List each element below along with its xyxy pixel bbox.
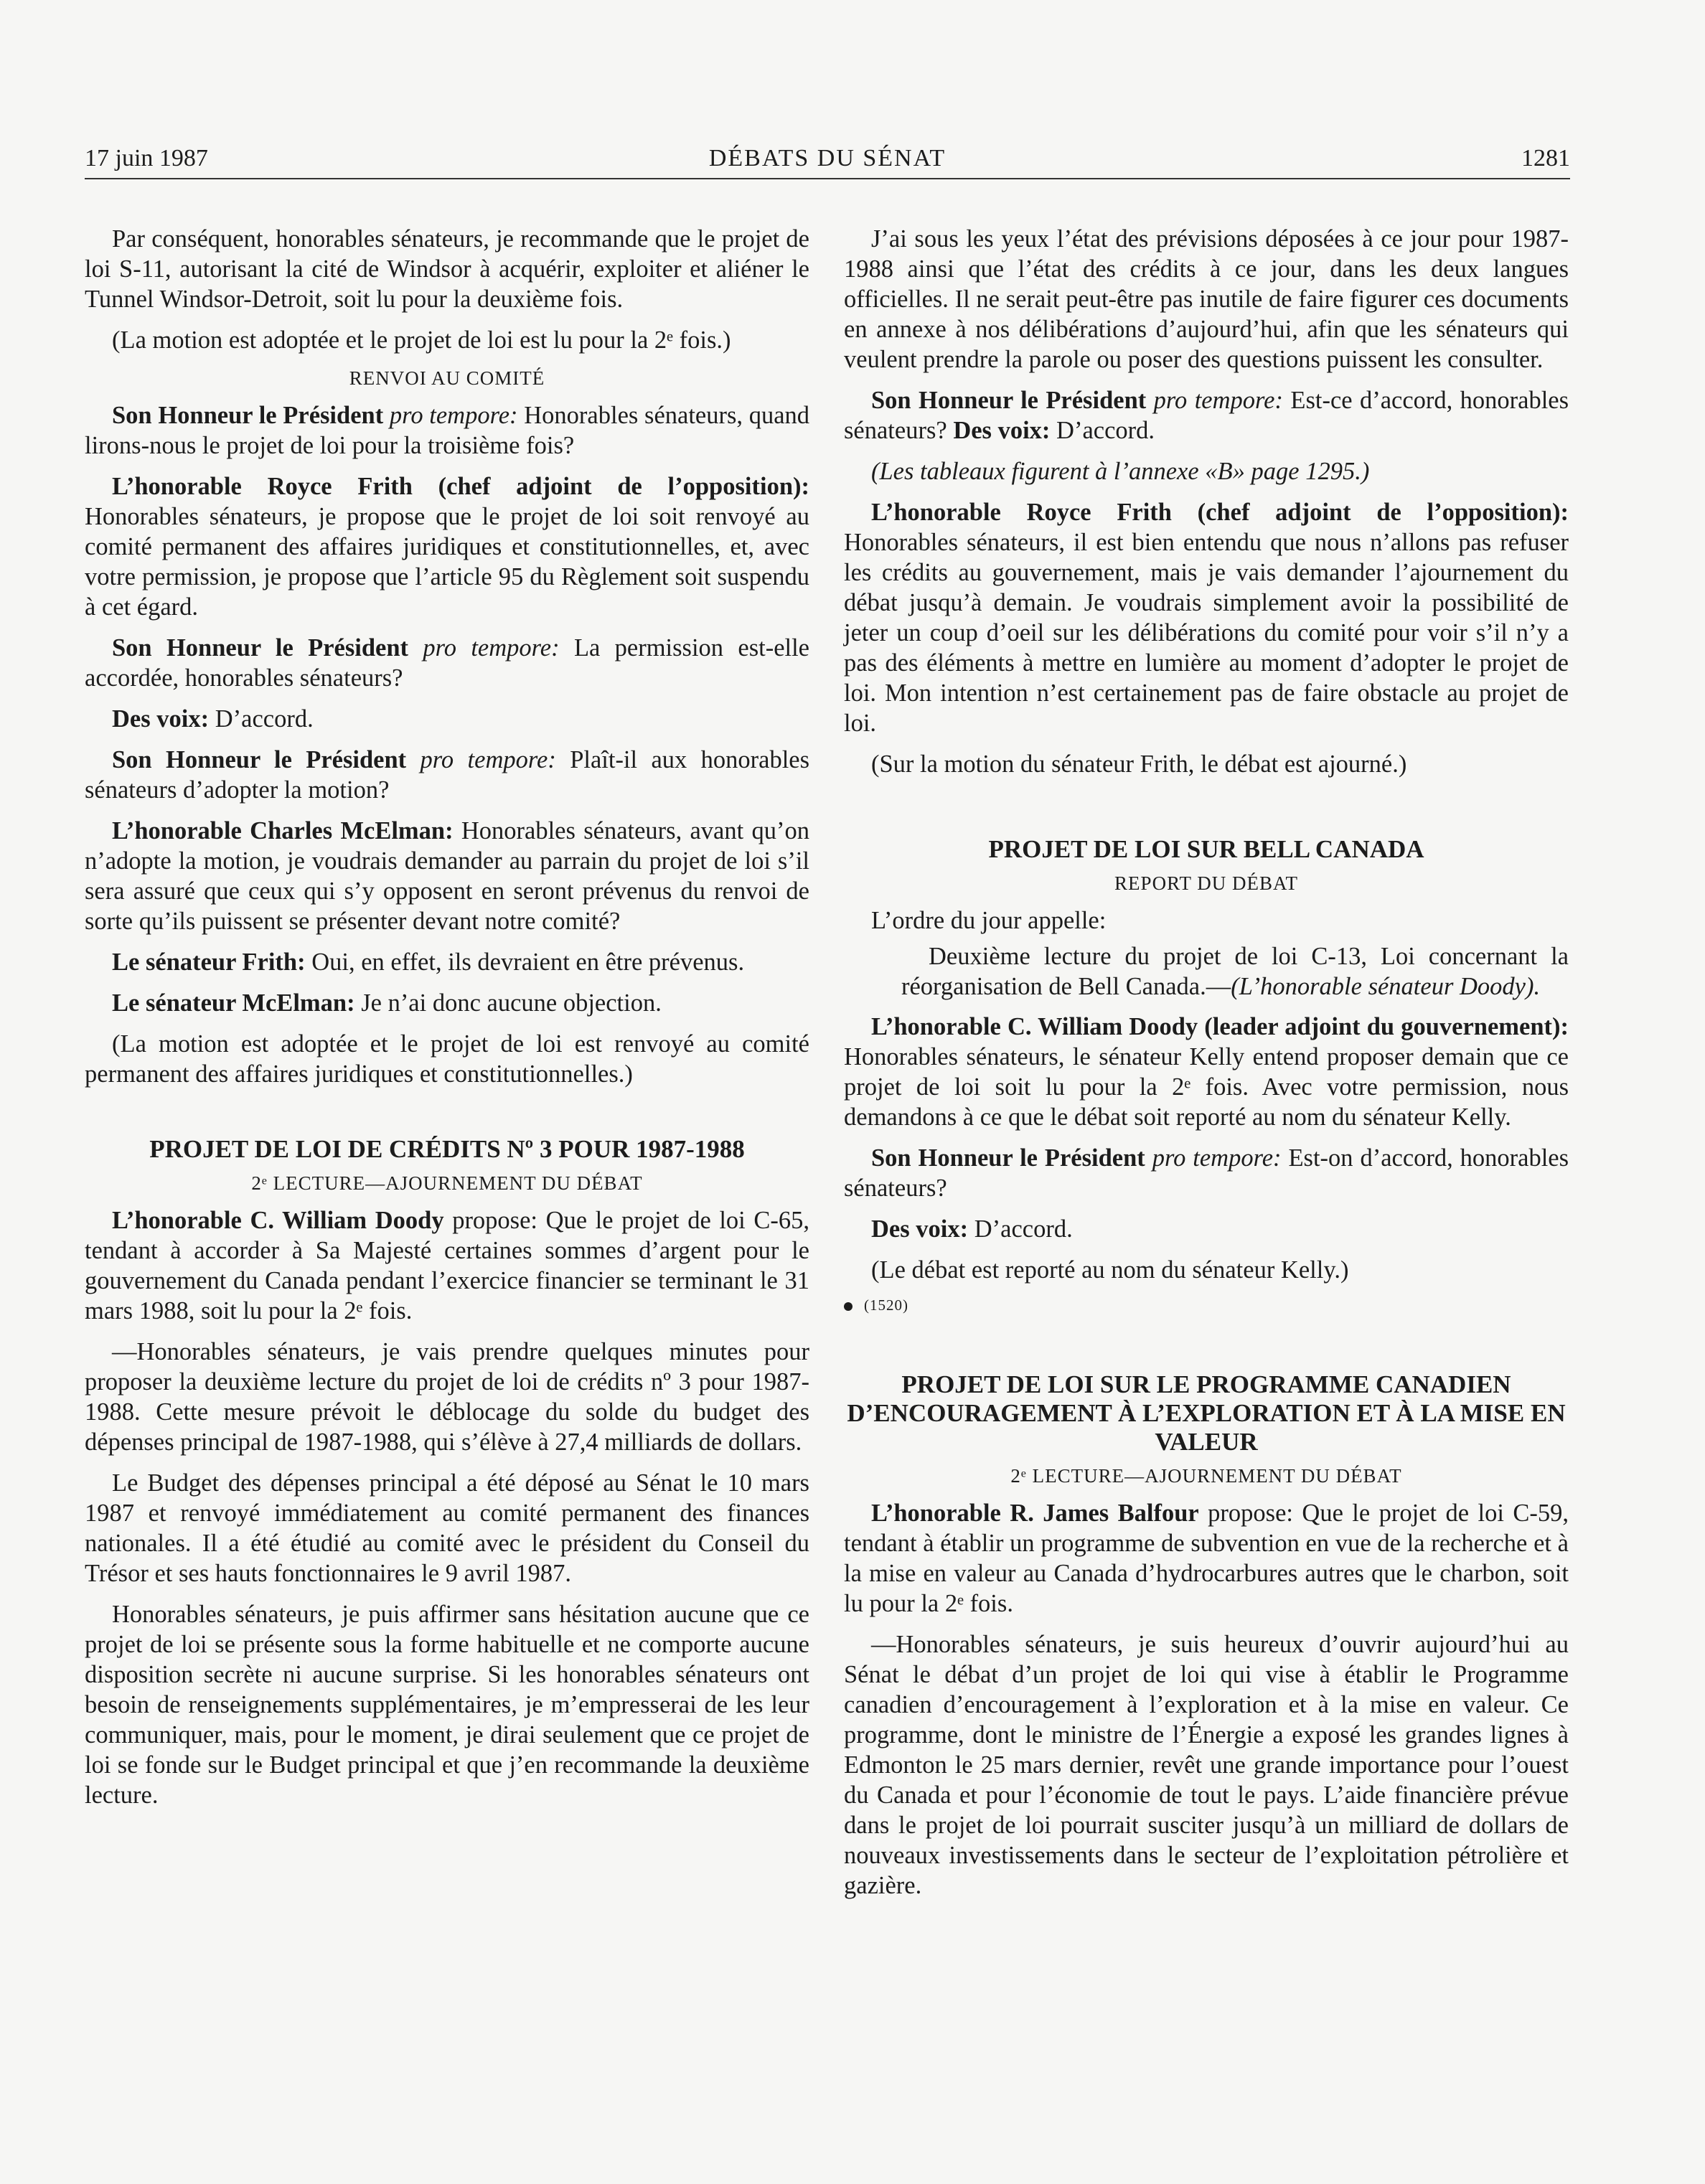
speech: [844, 385, 1569, 446]
speaker-role: pro tempore:: [423, 634, 560, 662]
speech: [85, 471, 809, 622]
speech-text: propose: Que le projet de loi C-65, tendant à accorder à Sa Majesté certaines sommes d’argent pour le gouvernement du Canada pendant l’exercice financier se terminant le 31 mars 1988, soit lu pour la 2ᵉ fois.: [85, 1207, 809, 1324]
speech-text: La permission est-elle accordée, honorables sénateurs?: [85, 634, 809, 692]
right-column: [844, 224, 1569, 1911]
section-heading: PROJET DE LOI SUR LE PROGRAMME CANADIEN D’ENCOURAGEMENT À L’EXPLORATION ET À LA MISE EN VALEUR: [847, 1370, 1566, 1456]
running-head: [85, 143, 1570, 179]
speech: [85, 633, 809, 693]
speech-text: Honorables sénateurs, le sénateur Kelly entend proposer demain que ce projet de loi soit lu pour la 2ᵉ fois. Avec votre permission, nous demandons à ce que le débat soit reporté au nom du sénateur Kelly.: [844, 1043, 1569, 1131]
page-number: 1281: [1521, 145, 1570, 171]
quote: [844, 941, 1569, 1002]
paragraph: (Les tableaux figurent à l’annexe «B» page 1295.): [871, 458, 1370, 485]
speaker: L’honorable C. William Doody (leader adjoint du gouvernement):: [871, 1013, 1569, 1040]
speech-text: D’accord.: [1056, 417, 1155, 444]
speech-text: Honorables sénateurs, avant qu’on n’adopte la motion, je voudrais demander au parrain du projet de loi s’il sera assuré que ceux qui s’y opposent en seront prévenus du renvoi de sorte qu’ils puissent se présenter devant notre comité?: [85, 817, 809, 935]
speech: [844, 497, 1569, 738]
speech-text: Plaît-il aux honorables sénateurs d’adopter la motion?: [85, 746, 810, 804]
paragraph: (Le débat est reporté au nom du sénateur Kelly.): [871, 1256, 1349, 1284]
speaker-role: pro tempore:: [389, 402, 518, 429]
paragraph: Honorables sénateurs, je puis affirmer sans hésitation aucune que ce projet de loi se présente sous la forme habituelle et ne comporte aucune disposition secrète ni aucune surprise. Si les honorables sénateurs ont besoin de renseignements supplémentaires, je m’empresserai de les leur communiquer, mais, pour le moment, je dirai seulement que ce projet de loi se fonde sur le Budget principal et que j’en recommande la deuxième lecture.: [85, 1601, 809, 1809]
paragraph: —Honorables sénateurs, je suis heureux d’ouvrir aujourd’hui au Sénat le débat d’un projet de loi qui vise à établir le Programme canadien d’encouragement à l’exploration et à la mise en valeur. Ce programme, dont le ministre de l’Énergie a exposé les grandes lignes à Edmonton le 25 mars dernier, revêt une grande importance pour l’ouest du Canada et pour l’économie de tout le pays. L’aide financière prévue dans le projet de loi pourrait susciter jusqu’à un milliard de dollars de nouveaux investissements dans le secteur de l’exploitation pétrolière et gazière.: [844, 1631, 1569, 1899]
speaker: L’honorable R. James Balfour: [871, 1500, 1199, 1527]
speech: [85, 745, 809, 805]
speech-text: Honorables sénateurs, il est bien entendu que nous n’allons pas refuser les crédits au gouvernement, mais je vais demander l’ajournement du débat jusqu’à demain. Je voudrais simplement avoir la possibilité de jeter un coup d’oeil sur les délibérations du comité pour voir s’il n’y a pas des éléments à mettre en lumière au moment d’adopter le projet de loi. Mon intention n’est certainement pas de faire obstacle au projet de loi.: [844, 529, 1569, 737]
speech: [85, 1205, 809, 1326]
bullet-icon: [844, 1302, 852, 1311]
header-title: DÉBATS DU SÉNAT: [708, 145, 947, 171]
speech-text: Honorables sénateurs, je propose que le projet de loi soit renvoyé au comité permanent des affaires juridiques et constitutionnelles, et, avec votre permission, je propose que l’article 95 du Règlement soit suspendu à cet égard.: [85, 503, 809, 621]
speaker: L’honorable Royce Frith (chef adjoint de l’opposition):: [871, 499, 1569, 526]
speech: [844, 1498, 1569, 1619]
speech: [844, 1012, 1569, 1132]
speaker-role: pro tempore:: [1152, 1144, 1282, 1172]
speech: [844, 1214, 1569, 1244]
speech-text: propose: Que le projet de loi C-59, tendant à établir un programme de subvention en vue de la recherche et à la mise en valeur au Canada d’hydrocarbures autres que le charbon, soit lu pour la 2ᵉ fois.: [844, 1500, 1569, 1617]
speech-text: D’accord.: [215, 705, 314, 733]
speaker: Son Honneur le Président: [112, 634, 409, 662]
quote-text: Deuxième lecture du projet de loi C-13, Loi concernant la réorganisation de Bell Canada.—: [901, 943, 1569, 1000]
quote-attribution: (L’honorable sénateur Doody).: [1231, 973, 1541, 1000]
subheading: REPORT DU DÉBAT: [1114, 872, 1298, 894]
speech: [844, 1143, 1569, 1203]
paragraph: —Honorables sénateurs, je vais prendre quelques minutes pour proposer la deuxième lecture du projet de loi de crédits nº 3 pour 1987-1988. Cette mesure prévoit le déblocage du solde du budget des dépenses principal de 1987-1988, qui s’élève à 27,4 milliards de dollars.: [85, 1338, 809, 1456]
time-marker: [844, 1296, 1569, 1314]
subheading: RENVOI AU COMITÉ: [349, 367, 545, 389]
subheading: 2ᵉ LECTURE—AJOURNEMENT DU DÉBAT: [251, 1172, 643, 1194]
paragraph: (La motion est adoptée et le projet de loi est lu pour la 2ᵉ fois.): [112, 326, 731, 354]
speaker: Le sénateur Frith:: [112, 949, 306, 976]
speech: [85, 400, 809, 461]
speaker: L’honorable Charles McElman:: [112, 817, 454, 844]
speaker: Le sénateur McElman:: [112, 989, 355, 1017]
speech-text: Honorables sénateurs, quand lirons-nous le projet de loi pour la troisième fois?: [85, 402, 810, 459]
speech-text: Est-on d’accord, honorables sénateurs?: [844, 1144, 1569, 1202]
speaker: Son Honneur le Président: [112, 402, 384, 429]
paragraph: L’ordre du jour appelle:: [871, 907, 1107, 934]
paragraph: (Sur la motion du sénateur Frith, le débat est ajourné.): [871, 750, 1407, 778]
paragraph: J’ai sous les yeux l’état des prévisions déposées à ce jour pour 1987-1988 ainsi que l’état des crédits à ce jour, dans les deux langues officielles. Il ne serait peut-être pas inutile de faire figurer ces documents en annexe à nos délibérations d’aujourd’hui, afin que les sénateurs qui veulent prendre la parole ou poser des questions puissent les consulter.: [844, 225, 1569, 373]
speaker-role: pro tempore:: [1153, 387, 1283, 414]
speaker: L’honorable C. William Doody: [112, 1207, 444, 1234]
speaker: Son Honneur le Président: [871, 387, 1147, 414]
speaker: Des voix:: [871, 1215, 969, 1243]
speech-text: D’accord.: [974, 1215, 1073, 1243]
speaker: Son Honneur le Président: [871, 1144, 1145, 1172]
speaker: Des voix:: [953, 417, 1051, 444]
subheading: 2ᵉ LECTURE—AJOURNEMENT DU DÉBAT: [1010, 1465, 1402, 1487]
speech-text: Est-ce d’accord, honorables sénateurs?: [844, 387, 1569, 444]
section-heading: PROJET DE LOI SUR BELL CANADA: [988, 835, 1424, 863]
speech: [85, 816, 809, 936]
section-heading: PROJET DE LOI DE CRÉDITS Nº 3 POUR 1987-1988: [149, 1135, 745, 1163]
speech-text: Je n’ai donc aucune objection.: [361, 989, 662, 1017]
paragraph: Le Budget des dépenses principal a été déposé au Sénat le 10 mars 1987 et renvoyé immédiatement au comité permanent des finances nationales. Il a été étudié au comité avec le président du Conseil du Trésor et ses hauts fonctionnaires le 9 avril 1987.: [85, 1469, 809, 1587]
speaker: L’honorable Royce Frith (chef adjoint de l’opposition):: [112, 473, 809, 500]
speech: [85, 704, 809, 734]
left-column: [85, 224, 809, 1821]
speaker-role: pro tempore:: [420, 746, 556, 773]
time-stamp: (1520): [864, 1296, 908, 1314]
paragraph: Par conséquent, honorables sénateurs, je recommande que le projet de loi S-11, autorisant la cité de Windsor à acquérir, exploiter et aliéner le Tunnel Windsor-Detroit, soit lu pour la deuxième fois.: [85, 225, 809, 313]
speech: [85, 988, 809, 1018]
speech: [85, 947, 809, 977]
header-date: 17 juin 1987: [85, 145, 208, 171]
speaker: Des voix:: [112, 705, 210, 733]
speech-text: Oui, en effet, ils devraient en être prévenus.: [311, 949, 745, 976]
paragraph: (La motion est adoptée et le projet de loi est renvoyé au comité permanent des affaires juridiques et constitutionnelles.): [85, 1030, 809, 1088]
speaker: Son Honneur le Président: [112, 746, 407, 773]
